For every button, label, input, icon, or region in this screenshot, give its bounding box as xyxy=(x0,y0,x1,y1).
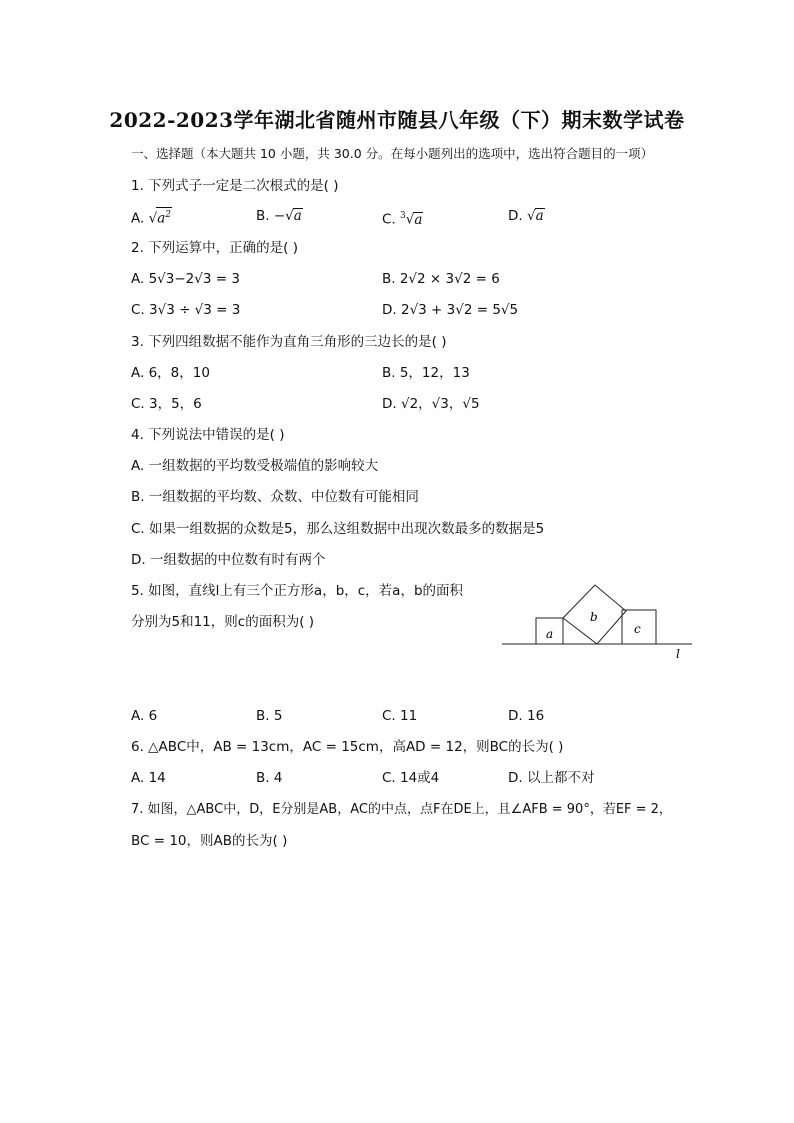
section-heading: 一、选择题（本大题共 10 小题，共 30.0 分。在每小题列出的选项中，选出符合题目的一项） xyxy=(131,146,654,161)
q4-option-c: C. 如果一组数据的众数是5，那么这组数据中出现次数最多的数据是5 xyxy=(131,521,545,537)
question-5-line-2: 分别为5和11，则c的面积为( ) xyxy=(131,614,315,630)
label-l: l xyxy=(676,647,680,660)
q3-option-d: D. √2，√3，√5 xyxy=(382,396,480,412)
q1-option-a: A. $√a^2$ xyxy=(131,207,172,228)
q3-option-a: A. 6，8，10 xyxy=(131,365,210,381)
label-c: c xyxy=(634,622,641,636)
question-2: 2. 下列运算中，正确的是( ) xyxy=(131,240,298,256)
q5-option-d: D. 16 xyxy=(508,708,545,724)
q6-option-d: D. 以上都不对 xyxy=(508,770,595,786)
question-3: 3. 下列四组数据不能作为直角三角形的三边长的是( ) xyxy=(131,334,447,350)
question-7-line-2: BC = 10，则AB的长为( ) xyxy=(131,833,288,849)
q1-option-c: C. $^3$√a xyxy=(382,211,423,228)
question-1: 1. 下列式子一定是二次根式的是( ) xyxy=(131,178,339,194)
question-5-line-1: 5. 如图，直线l上有三个正方形a，b，c，若a，b的面积 xyxy=(131,583,464,599)
q2-option-b: B. 2√2 × 3√2 = 6 xyxy=(382,271,500,287)
q6-option-c: C. 14或4 xyxy=(382,770,440,786)
q1-option-d: D. √a xyxy=(508,208,544,224)
q4-option-b: B. 一组数据的平均数、众数、中位数有可能相同 xyxy=(131,489,419,505)
question-6: 6. △ABC中，AB = 13cm，AC = 15cm，高AD = 12，则BC的长为( ) xyxy=(131,739,564,755)
q3-option-b: B. 5，12，13 xyxy=(382,365,470,381)
q2-option-a: A. 5√3−2√3 = 3 xyxy=(131,271,240,287)
label-b: b xyxy=(590,610,598,624)
exam-title: 2022-2023学年湖北省随州市随县八年级（下）期末数学试卷 xyxy=(109,108,685,132)
q6-option-b: B. 4 xyxy=(256,770,283,786)
question-7-line-1: 7. 如图，△ABC中，D，E分别是AB，AC的中点，点F在DE上，且∠AFB = 90°，若EF = 2， xyxy=(131,802,672,817)
q2-option-c: C. 3√3 ÷ √3 = 3 xyxy=(131,302,241,318)
q4-option-a: A. 一组数据的平均数受极端值的影响较大 xyxy=(131,458,379,474)
q1-option-b: B. −√a xyxy=(256,208,302,224)
q4-option-d: D. 一组数据的中位数有时有两个 xyxy=(131,552,326,568)
q6-option-a: A. 14 xyxy=(131,770,166,786)
q2-option-d: D. 2√3 + 3√2 = 5√5 xyxy=(382,302,519,318)
q5-option-a: A. 6 xyxy=(131,708,158,724)
label-a: a xyxy=(546,627,554,641)
q5-option-c: C. 11 xyxy=(382,708,418,724)
q5-option-b: B. 5 xyxy=(256,708,283,724)
question-4: 4. 下列说法中错误的是( ) xyxy=(131,427,285,443)
q3-option-c: C. 3，5，6 xyxy=(131,396,202,412)
squares-on-line-figure xyxy=(500,580,700,660)
